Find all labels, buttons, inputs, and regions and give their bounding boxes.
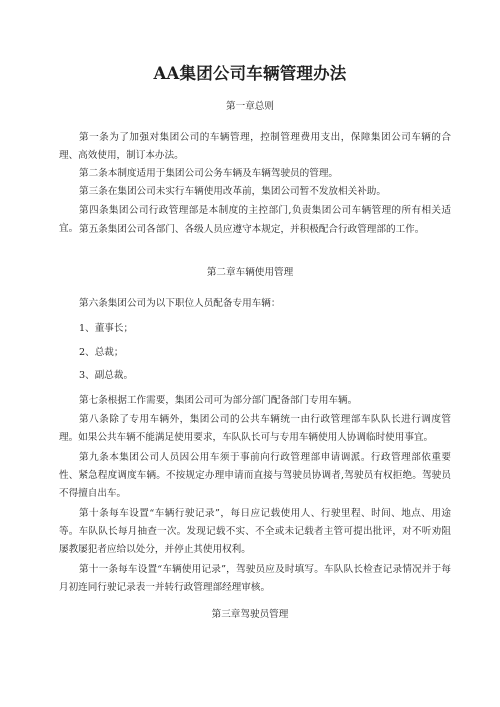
article-2: 第二条本制度适用于集团公司公务车辆及车辆驾驶员的管理。 (79, 168, 339, 179)
article-9: 第九条本集团公司人员因公用车须于事前向行政管理部申请调派。行政管理部依重要性、紧急程度调度车辆。不按规定办理申请而直接与驾驶员协调者,驾驶员有权拒绝。驾驶员不得擅自出车。 (59, 452, 451, 499)
chapter-1-heading: 第一章总则 (226, 101, 274, 112)
article-11: 第十一条每车设置“车辆使用记录”，驾驶员应及时填写。车队队长检查记录情况并于每月初连同行驶记录表一并转行政管理部经理审核。 (59, 564, 451, 593)
article-4: 第四条集团公司行政管理部是本制度的主控部门,负责集团公司车辆管理的所有相关适宜。 (59, 205, 451, 234)
document-title: AA集团公司车辆管理办法 (153, 64, 347, 83)
article-3: 第三条在集团公司未实行车辆使用改革前，集团公司暂不发放相关补助。 (79, 186, 386, 197)
list-item-chairman: 1、董事长； (79, 323, 134, 334)
article-7: 第七条根据工作需要，集团公司可为部分部门配备部门专用车辆。 (79, 395, 358, 406)
article-10: 第十条每车设置“车辆行驶记录”，每日应记载使用人、行驶里程、时间、地点、用途等。车队队长每月抽查一次。发现记载不实、不全或未记载者主管可提出批评，对不听劝阻屡教屡犯者应给以处分，并停止其使用权利。 (59, 508, 451, 555)
article-6: 第六条集团公司为以下职位人员配备专用车辆： (79, 298, 281, 309)
chapter-2-heading: 第二章车辆使用管理 (206, 267, 294, 278)
list-item-president: 2、总裁； (79, 347, 124, 358)
article-1: 第一条为了加强对集团公司的车辆管理，控制管理费用支出，保障集团公司车辆的合理、高效使用，制订本办法。 (59, 132, 451, 161)
article-5: 第五条集团公司各部门、各级人员应遵守本规定，并积极配合行政管理部的工作。 (79, 224, 425, 235)
list-item-vice-president: 3、副总裁。 (79, 370, 134, 381)
article-8: 第八条除了专用车辆外，集团公司的公共车辆统一由行政管理部车队队长进行调度管理。如果公共车辆不能满足使用要求，车队队长可与专用车辆使用人协调临时使用事宜。 (59, 414, 451, 443)
chapter-3-heading: 第三章驾驶员管理 (211, 609, 289, 620)
